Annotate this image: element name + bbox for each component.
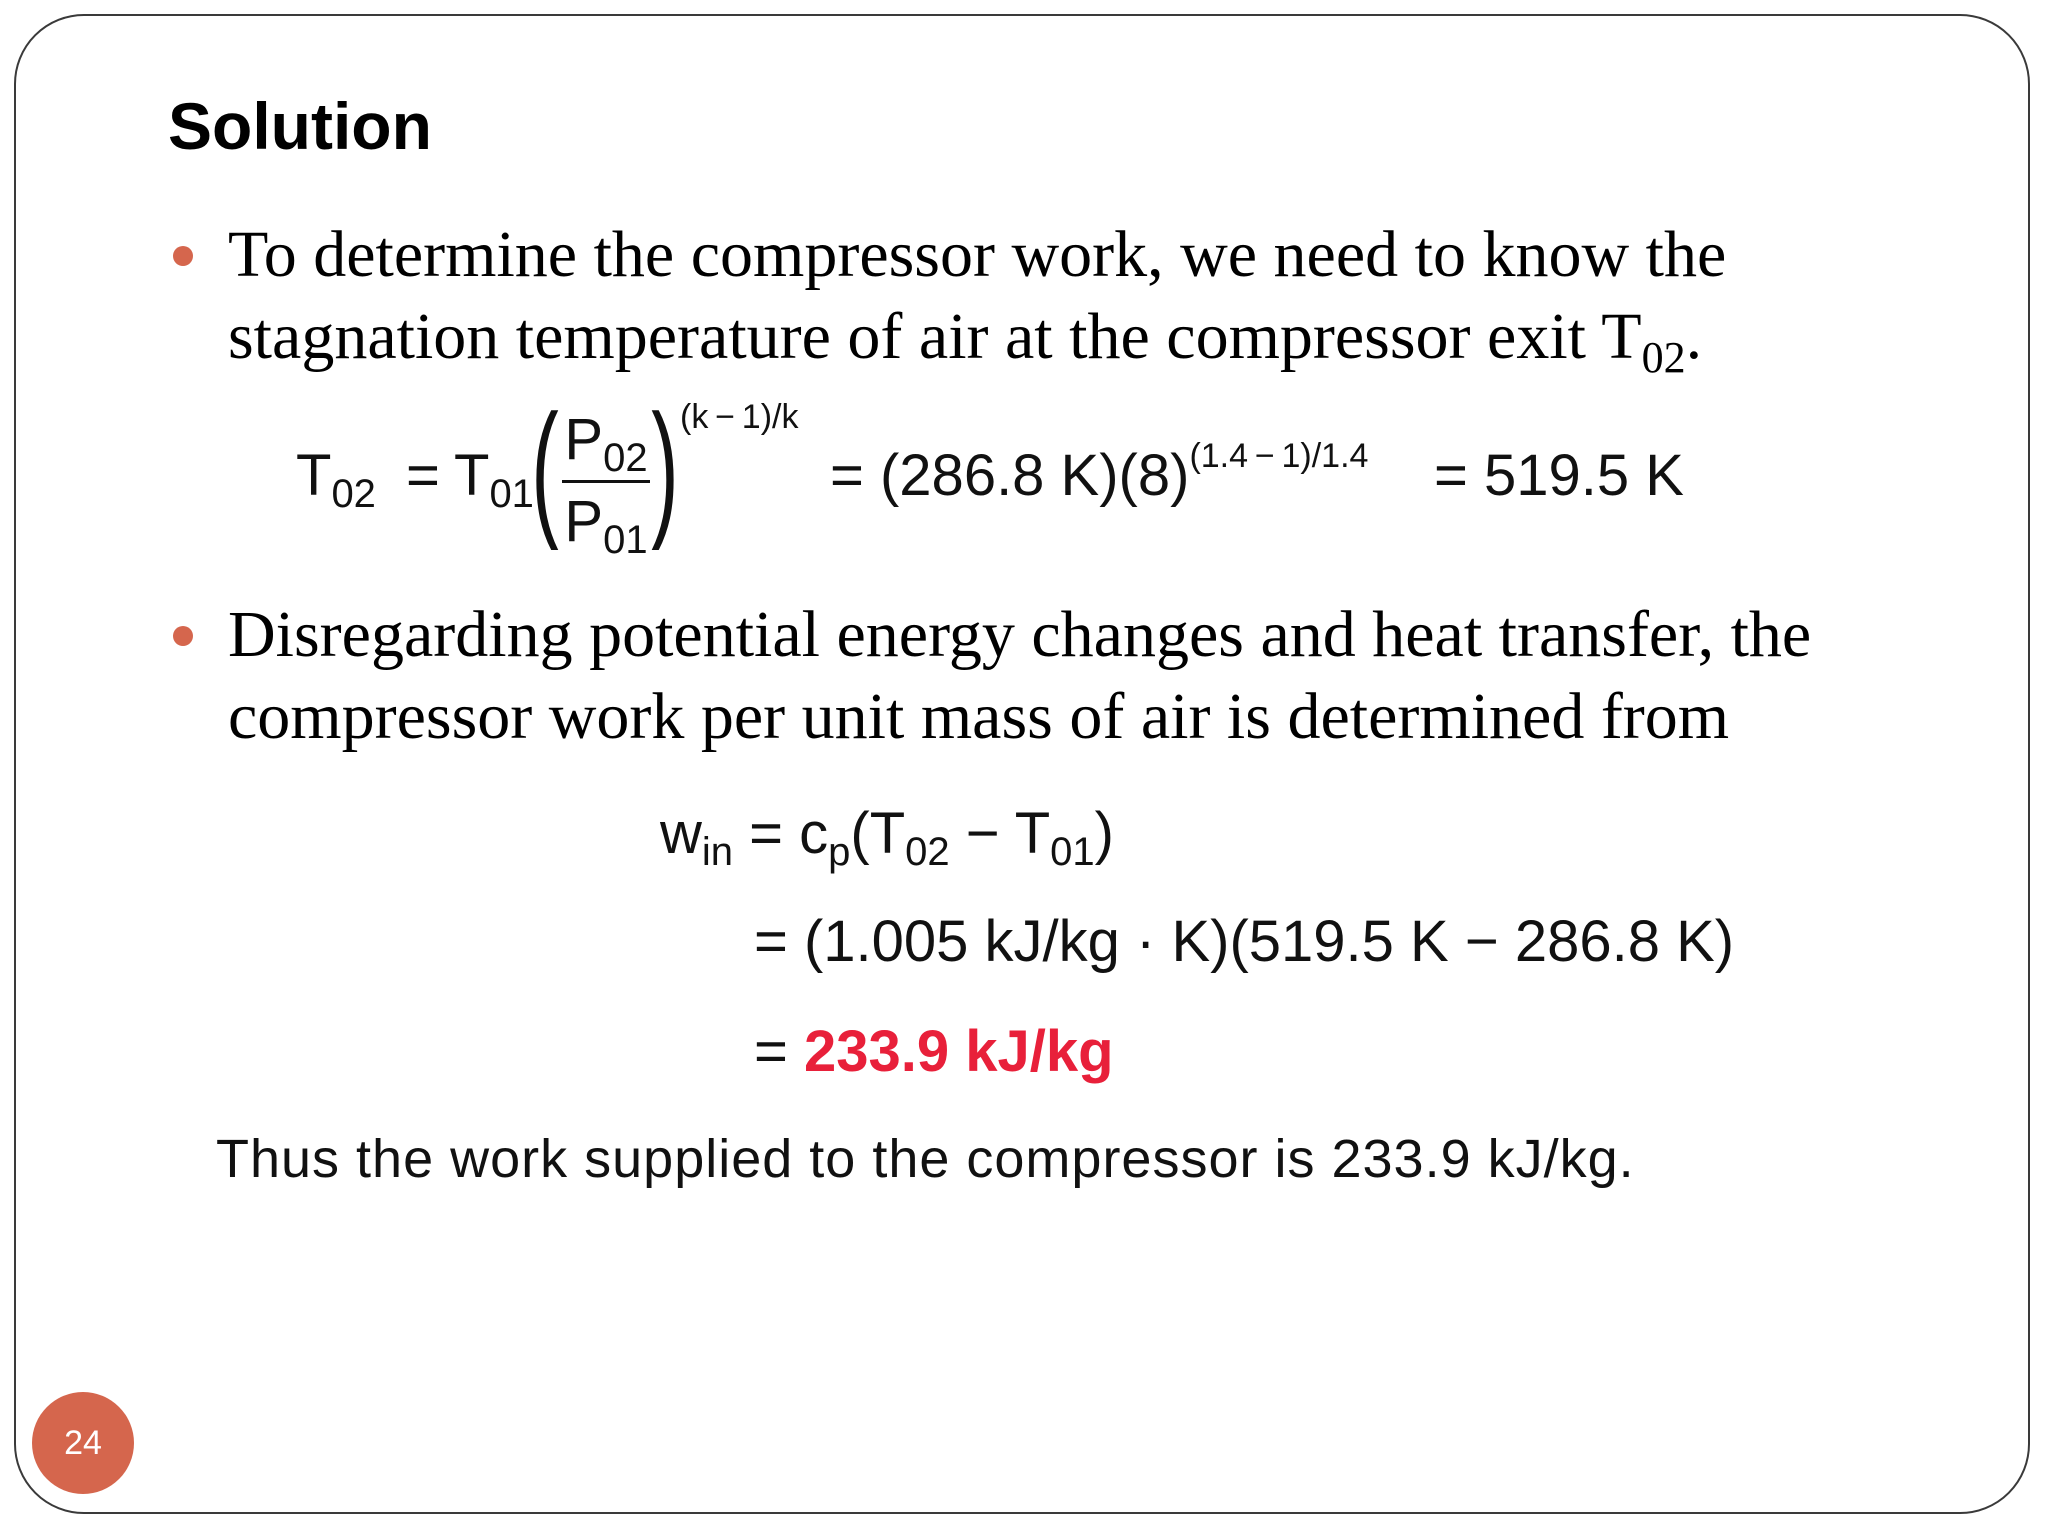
bullet-1-trailing: . [1685, 300, 1703, 373]
eq2-row-2: = (1.005 kJ/kg · K)(519.5 K − 286.8 K) [754, 909, 1735, 974]
eq1-left-paren: ( [531, 383, 559, 551]
bullet-1-text: To determine the compressor work, we need to know the stagnation temperature of air at the compressor exit T [228, 218, 1727, 373]
eq1-middle: = (286.8 $K)(8)^{(1.4 - 1)/1.4}$ [830, 437, 1369, 508]
eq2-result-value: 233.9 kJ/kg [804, 1019, 1114, 1084]
bullet-item-2 [228, 594, 1948, 758]
eq1-right-paren: ) [651, 383, 679, 551]
bullet-dot-icon [173, 246, 193, 266]
eq1-frac-numerator: $P_{02}$ [564, 407, 648, 480]
slide-title: Solution [168, 89, 432, 163]
bullet-1-subscript: 02 [1641, 333, 1686, 382]
equation-stagnation-temperature [296, 383, 1746, 568]
eq1-pressure-ratio [558, 406, 654, 562]
equation-compressor-work [660, 800, 1840, 1110]
eq1-lhs: $T_{02}$ [296, 443, 376, 516]
eq2-row-1: $w_{in} = c_p(T_{02} - T_{01})$ [660, 801, 1114, 874]
bullet-item-1 [228, 214, 1878, 382]
eq2-row-3: = 233.9 kJ/kg [754, 1019, 1114, 1084]
eq1-frac-denominator: $P_{01}$ [564, 489, 648, 562]
eq1-exponent: (k − 1)/k [680, 398, 799, 436]
eq1-t01: $T_{01}$ [454, 443, 534, 516]
eq1-result: = 519.5 K [1434, 443, 1684, 508]
eq1-equals: = [406, 443, 440, 508]
conclusion-text: Thus the work supplied to the compressor is 233.9 kJ/kg. [216, 1129, 1635, 1189]
bullet-2-text: Disregarding potential energy changes and heat transfer, the compressor work per unit mass of air is determined from [228, 598, 1812, 753]
bullet-dot-icon [173, 626, 193, 646]
page-number-badge: 24 [32, 1392, 134, 1494]
eq1-frac-bar [562, 480, 650, 483]
